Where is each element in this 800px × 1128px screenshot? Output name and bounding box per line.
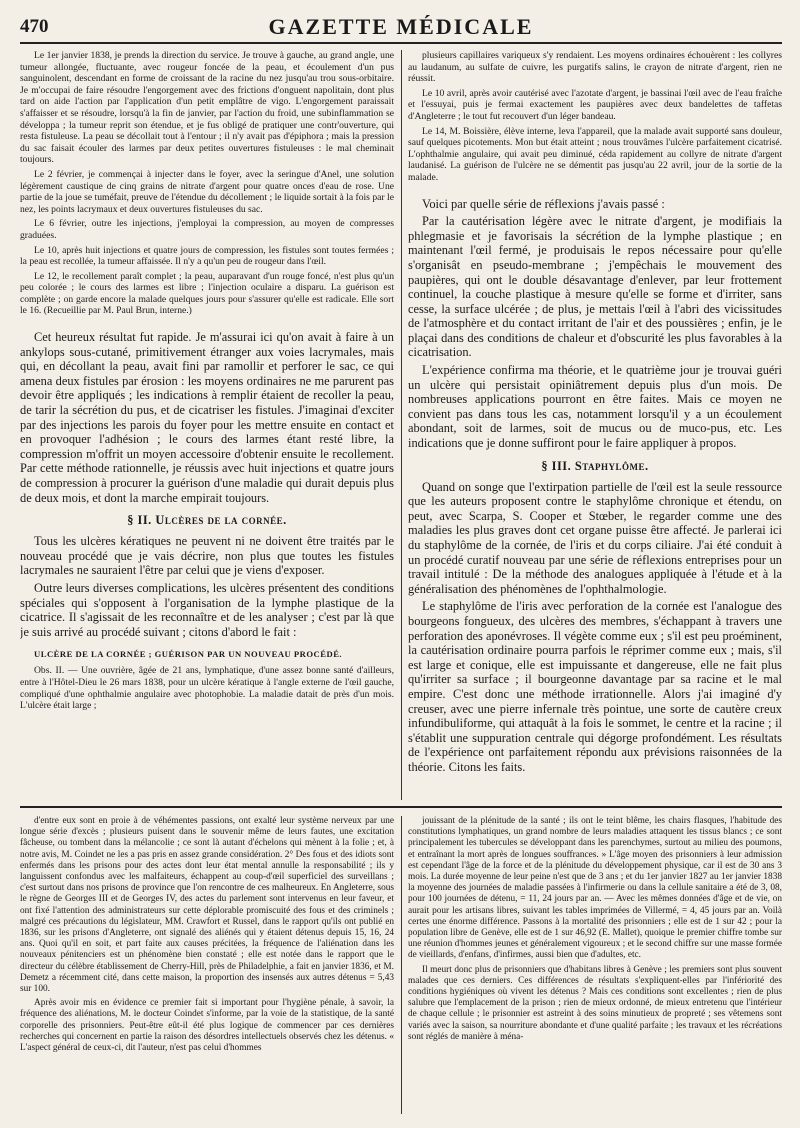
paragraph: Le 10, après huit injections et quatre jours de compression, les fistules sont toutes fermées ; la peau est recollée, la tumeur affaissée. Il n'y a qu'un peu de rougeur dans l'œil. [20,244,394,268]
paragraph: Après avoir mis en évidence ce premier fait si important pour l'hygiène pénale, à savoir, la fréquence des aliénations, M. le docteur Coindet s'informe, par la voie de la statistique, de la santé corporelle des prisonniers. Peut-être eût-il été plus logique de commencer par ces dernières recherches qui concernent en partie la raison des désordres intellectuels observés chez les détenus. « L'aspect général de ceux-ci, dit l'auteur, n'est pas celui d'hommes [20,998,394,1054]
upper-section [20,50,782,800]
paragraph: Par la cautérisation légère avec le nitrate d'argent, je modifiais la phlegmasie et je favorisais la sécrétion de la lymphe plastique ; en maintenant l'œil fermé, je produisais le repos nécessaire pour qu'elle s'organisât en pseudo-membrane ; j'empêchais le mouvement des paupières, qui ont le double désavantage d'enlever, par leur frottement continuel, la couche plastique à mesure qu'elle se forme et d'irriter, sans cesse, la surface ulcérée ; de plus, je mettais l'œil à l'abri des vicissitudes de l'atmosphère et du contact irritant de l'air et des poussières ; enfin, je le plaçai dans des conditions de chaleur et d'obscurité les plus favorables à la cicatrisation. [408,214,782,360]
observation-heading: ULCÈRE DE LA CORNÉE ; GUÉRISON PAR UN NOUVEAU PROCÉDÉ. [34,649,343,660]
lower-section [20,816,782,1114]
paragraph: jouissant de la plénitude de la santé ; ils ont le teint blême, les chairs flasques, l'habitude des constitutions lymphatiques, un grand nombre de leurs maladies attaquent les tissus blancs ; ce sont principalement les tubercules se développant dans les parenchymes, surtout au milieu des poumons, et entraînant la mort après de longues souffrances. » L'âge moyen des prisonniers à leur admission est cependant l'âge de la force et de la plénitude du développement physique, car il est de 30 ans 3 mois. La durée moyenne de leur peine n'est que de 3 ans ; et du 1er janvier 1827 au 1er janvier 1838 la moyenne des journées de maladie passées à l'infirmerie ou dans la cellule sanitaire a été de 3, 08, pour 100 journées de détenu, = 11, 24 jours par an. — Avec les mêmes données d'âge et de vie, on aurait pour les artisans libres, suivant les tables imprimées de Villermé, = 4, 45 jours par an. Voilà certes une énorme différence. Passons à la mortalité des prisonniers ; elle est de 1 sur 42 ; pour la population libre de Genève, elle est de 1 sur 46,92 (E. Mallet), quoique le premier chiffre tombe sur une réunion d'hommes jeunes et généralement vigoureux ; et le second chiffre sur une masse formée de vieillards, d'enfans, d'infirmes, aussi bien que d'adultes, etc. [408,816,782,961]
paragraph: Voici par quelle série de réflexions j'avais passé : [422,196,665,211]
paragraph: Le 1er janvier 1838, je prends la direction du service. Je trouve à gauche, au grand angle, une tumeur allongée, fluctuante, avec rougeur foncée de la peau, et écoulement d'un pus sanguinolent, descendant en forme de croissant de la racine du nez jusqu'au trou sous-orbitaire. Je m'occupai de faire résoudre l'engorgement avec des frictions d'onguent napolitain, dont plus tard on aide l'action par l'application d'un petit emplâtre de vigo. L'engorgement paraissait s'affaisser et se résoudre, lorsqu'à la fin de janvier, par l'action du froid, une subinflammation se développa ; la tumeur reprit son étendue, et je fus obligé de pratiquer une contr'ouverture, qui resta fistuleuse. La peau se décollait tout à l'entour ; il n'y avait pas d'épiphora ; mais la pression du sac faisait écouler des larmes par deux petites ouvertures fistuleuses : le mal cheminait toujours. [20,50,394,166]
lower-right-column [408,816,782,1046]
paragraph: plusieurs capillaires variqueux s'y rendaient. Les moyens ordinaires échouèrent : les collyres au laudanum, au sulfate de cuivre, les purgatifs salins, le crayon de nitrate d'argent, rien ne réussit. [408,50,782,85]
section-heading: § II. Ulcères de la cornée. [127,513,287,528]
paragraph: Le 6 février, outre les injections, j'employai la compression, au moyen de compresses graduées. [20,218,394,241]
paragraph: Le 10 avril, après avoir cautérisé avec l'azotate d'argent, je bassinai l'œil avec de l'eau fraîche et l'essuyai, puis je fermai exactement les paupières avec deux bandelettes de taffetas d'Angleterre ; le tout fut recouvert d'un léger bandeau. [408,87,782,122]
paragraph: Le staphylôme de l'iris avec perforation de la cornée est l'analogue des bourgeons fongueux, des ulcères des membres, s'échappant à travers une perforation des aponévroses. Il végète comme eux ; s'il est peu proéminent, la cautérisation ordinaire pourra parfois le réprimer comme eux ; mais, s'il est large et conique, elle est impuissante et dangereuse, elle ne fait plus qu'irriter sa surface ; il bourgeonne davantage par sa racine et le mal empire. C'est donc une méthode irrationnelle. Alors j'ai imaginé d'y creuser, avec une pierre infernale très pointue, une sorte de cautère creux infundibuliforme, qui attaquât à la fois le sommet, le centre et la racine ; il s'établit une suppuration centrale qui dégorge profondément. Les résultats de l'expérience ont parfaitement répondu aux prévisions raisonnées de la théorie. Citons les faits. [408,599,782,774]
column-divider [401,816,402,1114]
paragraph: Le 12, le recollement paraît complet ; la peau, auparavant d'un rouge foncé, n'est plus qu'un peu colorée ; le cours des larmes est libre ; l'injection oculaire a disparu. La guérison est complète ; on garde encore la malade quelques jours pour s'assurer qu'elle est radicale. Elle sort le 16. (Recueillie par M. Paul Brun, interne.) [20,270,394,317]
paragraph: Tous les ulcères kératiques ne peuvent ni ne doivent être traités par le nouveau procédé que je vais décrire, non plus que toutes les fistules lacrymales ne sauraient l'être par celui que je viens d'exposer. [20,534,394,578]
paragraph: Obs. II. — Une ouvrière, âgée de 21 ans, lymphatique, d'une assez bonne santé d'ailleurs, entre à l'Hôtel-Dieu le 26 mars 1838, pour un ulcère kératique à l'angle externe de l'œil gauche, compliqué d'une ophthalmie angulaire avec photophobie. La maladie datait de près d'un mois. L'ulcère était large ; [20,665,394,712]
paragraph: Cet heureux résultat fut rapide. Je m'assurai ici qu'on avait à faire à un ankylops sous-cutané, primitivement étranger aux voies lacrymales, mais qui, en décollant la peau, avait fini par ramollir et perforer le sac, ce qui amena deux fistules par érosion : les moyens ordinaires ne me parurent pas devoir être appliqués ; les indications à remplir étaient de recoller la peau, de tarir la sécrétion du pus, et de cicatriser les fistules. J'imaginai d'exciter par des injections les parois du foyer pour les mettre ensuite en contact et en provoquer l'adhésion ; le cours des larmes étant resté libre, la compression m'offrit un moyen accessoire d'obtenir ensuite le recollement. Par cette méthode rationnelle, je réussis avec huit injections et quatre jours de compression à procurer la guérison d'une maladie qui durait depuis plus de deux mois, et dont la marche empirait toujours. [20,330,394,505]
paragraph: d'entre eux sont en proie à de véhémentes passions, ont exalté leur système nerveux par une longue série d'excès ; plusieurs puisent dans le souvenir même de leurs fautes, une excitation fâcheuse, ou tombent dans la mélancolie ; ce sont là autant d'échelons qui mènent à la folie ; et, à notre avis, M. Coindet ne les a pas pris en assez grande considération. 2° Des fous et des idiots sont enfermés dans les prisons pour des actes dont leur état mental annulle la responsabilité ; ils y languissent confondus avec les malfaiteurs, échappent au coup-d'œil superficiel des surveillans ; c'est surtout dans nos prisons de province que l'on rencontre de ces malheureux. En Angleterre, sous le règne de Georges III et de Georges IV, des actes du parlement sont intervenus en leur faveur, et ont fixé l'attention des administrateurs sur cette déplorable promiscuité des fous et des criminels ; malgré ces précautions du législateur, MM. Crawfort et Russel, dans le rapport qu'ils ont publié en 1836, sur les prisons d'Angleterre, ont signalé des aliénés qui y étaient détenus depuis 15, 16, 24 ans. Quoi qu'il en soit, et part faite aux causes précitées, la fréquence de l'aliénation dans les nouveaux pénitenciers est un phénomène bien constaté ; elle est notée dans le rapport que le directeur du célèbre établissement de Cherry-Hill, près de Philadelphie, a fait en janvier 1836, et M. Demetz a récemment cité, dans cette maison, la proportion des insensés aux autres détenus = 5,43 sur 100. [20,816,394,995]
page-number: 470 [20,16,49,37]
lower-left-column [20,816,394,1057]
newspaper-page [20,14,782,1114]
journal-title: GAZETTE MÉDICALE [268,14,534,39]
left-column [20,50,394,715]
column-divider [401,50,402,800]
paragraph: Il meurt donc plus de prisonniers que d'habitans libres à Genève ; les premiers sont plus souvent malades que ces derniers. Ces différences de résultats s'expliquent-elles par l'infériorité des conditions hygiéniques où vivent les détenus ? Mais ces conditions sont excellentes ; rien de plus salubre que l'emplacement de la prison ; rien de mieux ordonné, de mieux entretenu que l'intérieur de chaque cellule ; le prisonnier est astreint à des soins minutieux de propreté ; ses vêtemens sont variés avec la saison, sa nourriture abondante et d'une qualité parfaite ; les travaux et les récréations sont réglés de manière à ména- [408,964,782,1042]
paragraph: L'expérience confirma ma théorie, et le quatrième jour je trouvai guéri un ulcère qui persistait opiniâtrement depuis plus d'un mois. De nombreuses applications pourront en être faites. Mais ce moyen ne convient pas dans tous les cas, notamment lorsqu'il y a un écoulement abondant, soit de larmes, soit de mucus ou de muco-pus, etc. Les indications que je donne suffiront pour le faire appliquer à propos. [408,363,782,451]
section-separator [20,806,782,808]
page-header [20,14,782,44]
right-column [408,50,782,778]
section-heading: § III. Staphylôme. [541,458,649,473]
paragraph: Le 2 février, je commençai à injecter dans le foyer, avec la seringue d'Anel, une solution légèrement caustique de cinq grains de nitrate d'argent pour quatre onces d'eau de rose. Une partie de la joue se tuméfait, preuve de l'étendue du décollement ; le liquide sortait à la fois par le nez, les points lacrymaux et deux ouvertures fistuleuses du sac. [20,168,394,215]
paragraph: Outre leurs diverses complications, les ulcères présentent des conditions spéciales qui s'opposent à l'organisation de la lymphe plastique de la cicatrice. Il s'agissait de les reconnaître et de les analyser ; c'est par là que je suis arrivé au procédé suivant ; citons d'abord le fait : [20,580,394,639]
paragraph: Quand on songe que l'extirpation partielle de l'œil est la seule ressource que les auteurs proposent contre le staphylôme chronique et étendu, on peut, avec Scarpa, S. Cooper et Stœber, le regarder comme une des maladies les plus graves dont cet organe puisse être affecté. Je parlerai ici du staphylôme de la cornée, de l'iris et du corps ciliaire. J'ai été conduit à un procédé curatif nouveau par une série de réflexions entreprises pour un travail intitulé : De la méthode des analogues appliquée à l'étude et à la généralisation des phénomènes de l'ophthalmologie. [408,479,782,596]
paragraph: Le 14, M. Boissière, élève interne, leva l'appareil, que la malade avait supporté sans douleur, sauf quelques picotements. Mon but était atteint ; nous trouvâmes l'ulcère parfaitement cicatrisé. L'ophthalmie angulaire, qui avait peu diminué, céda rapidement au collyre de nitrate d'argent laudanisé. La guérison de l'ulcère ne se démentit pas jusqu'au 22 avril, jour de la sortie de la malade. [408,125,782,183]
